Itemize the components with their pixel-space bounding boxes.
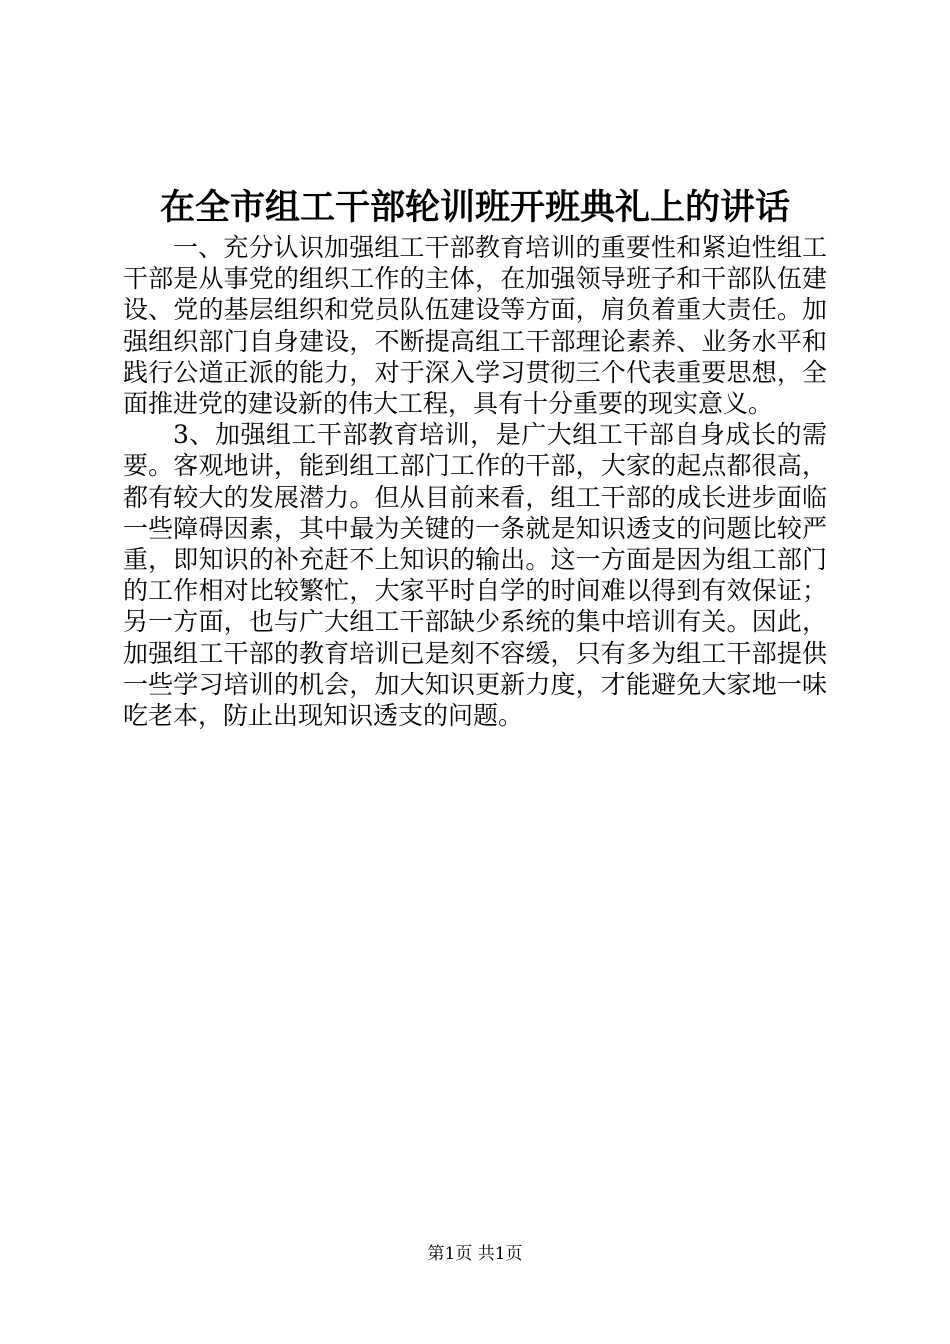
page-number-footer: 第1页 共1页 [427, 1244, 523, 1264]
paragraph-1: 一、充分认识加强组工干部教育培训的重要性和紧迫性组工干部是从事党的组织工作的主体，在加强领导班子和干部队伍建设、党的基层组织和党员队伍建设等方面，肩负着重大责任。加强组织部门自身建设，不断提高组工干部理论素养、业务水平和践行公道正派的能力，对于深入学习贯彻三个代表重要思想，全面推进党的建设新的伟大工程，具有十分重要的现实意义。 [123, 233, 827, 419]
document-body [123, 232, 827, 731]
paragraph-2: 3、加强组工干部教育培训，是广大组工干部自身成长的需要。客观地讲，能到组工部门工作的干部，大家的起点都很高，都有较大的发展潜力。但从目前来看，组工干部的成长进步面临一些障碍因素，其中最为关键的一条就是知识透支的问题比较严重，即知识的补充赶不上知识的输出。这一方面是因为组工部门的工作相对比较繁忙，大家平时自学的时间难以得到有效保证；另一方面，也与广大组工干部缺少系统的集中培训有关。因此，加强组工干部的教育培训已是刻不容缓，只有多为组工干部提供一些学习培训的机会，加大知识更新力度，才能避免大家地一味吃老本，防止出现知识透支的问题。 [123, 420, 827, 731]
document-title: 在全市组工干部轮训班开班典礼上的讲话 [159, 187, 790, 228]
